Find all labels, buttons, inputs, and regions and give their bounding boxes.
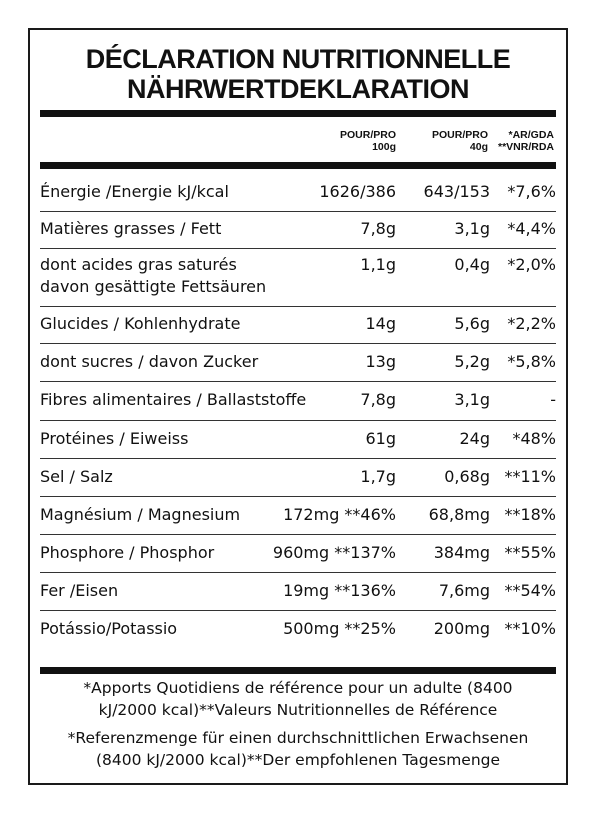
row-value-reference: *4,4%: [507, 219, 556, 238]
row-label-line2: davon gesättigte Fettsäuren: [40, 277, 267, 296]
row-value-per-40g: 0,4g: [454, 255, 490, 274]
row-divider: [40, 572, 556, 573]
row-value-reference: *7,6%: [507, 182, 556, 201]
header-reference: [498, 129, 554, 153]
footer-divider: [40, 667, 556, 674]
row-value-per-40g: 0,68g: [444, 467, 490, 486]
header-per-100g-line1: POUR/PRO: [339, 129, 396, 141]
row-value-reference: **18%: [504, 505, 556, 524]
row-value-per-100g: 13g: [365, 352, 396, 371]
row-label: Potássio/Potassio: [40, 619, 178, 638]
row-label: Protéines / Eiweiss: [40, 429, 189, 448]
row-value-per-100g: 172mg **46%: [283, 505, 396, 524]
header-divider: [40, 162, 556, 169]
row-value-per-100g: 1626/386: [319, 182, 396, 201]
row-label: Magnésium / Magnesium: [40, 505, 241, 524]
header-per-100g-line2: 100g: [372, 141, 396, 153]
row-label: Matières grasses / Fett: [40, 219, 222, 238]
title-fr: DÉCLARATION NUTRITIONNELLE: [85, 44, 511, 74]
row-value-per-100g: 960mg **137%: [272, 543, 396, 562]
row-divider: [40, 306, 556, 307]
row-value-per-40g: 3,1g: [454, 219, 490, 238]
row-value-per-100g: 1,1g: [360, 255, 396, 274]
row-label: Sel / Salz: [40, 467, 113, 486]
row-divider: [40, 610, 556, 611]
row-value-reference: **55%: [504, 543, 556, 562]
footnote-de-line1: *Referenzmenge für einen durchschnittlichen Erwachsenen: [67, 729, 529, 747]
row-value-reference: *2,2%: [507, 314, 556, 333]
row-divider: [40, 458, 556, 459]
row-label: Énergie /Energie kJ/kcal: [40, 182, 229, 201]
row-value-per-100g: 7,8g: [360, 390, 396, 409]
row-value-per-100g: 1,7g: [360, 467, 396, 486]
footnote-fr-line2: kJ/2000 kcal)**Valeurs Nutritionnelles de Référence: [98, 701, 498, 719]
row-divider: [40, 534, 556, 535]
row-value-reference: *5,8%: [507, 352, 556, 371]
row-label: dont sucres / davon Zucker: [40, 352, 259, 371]
footnote-de: [40, 727, 556, 771]
header-per-40g-line1: POUR/PRO: [431, 129, 488, 141]
row-value-per-100g: 61g: [365, 429, 396, 448]
row-value-per-40g: 68,8mg: [428, 505, 490, 524]
row-label: Fer /Eisen: [40, 581, 119, 600]
row-divider: [40, 248, 556, 249]
row-value-reference: **11%: [504, 467, 556, 486]
row-value-reference: *48%: [512, 429, 556, 448]
row-value-per-40g: 5,2g: [454, 352, 490, 371]
header-per-40g-line2: 40g: [469, 141, 488, 153]
row-value-reference: *2,0%: [507, 255, 556, 274]
row-label: Fibres alimentaires / Ballaststoffe: [40, 390, 307, 409]
nutrition-panel: [28, 28, 568, 785]
row-value-per-100g: 7,8g: [360, 219, 396, 238]
footnote-fr-line1: *Apports Quotidiens de référence pour un adulte (8400: [83, 679, 513, 697]
row-label: dont acides gras saturés: [40, 255, 237, 274]
row-value-reference: -: [550, 390, 556, 409]
title-divider: [40, 110, 556, 117]
row-divider: [40, 211, 556, 212]
footnote-de-line2: (8400 kJ/2000 kcal)**Der empfohlenen Tagesmenge: [95, 751, 501, 769]
row-divider: [40, 496, 556, 497]
row-value-per-40g: 7,6mg: [438, 581, 490, 600]
row-value-per-100g: 19mg **136%: [283, 581, 396, 600]
row-value-per-40g: 24g: [459, 429, 490, 448]
row-value-reference: **10%: [504, 619, 556, 638]
row-value-per-40g: 384mg: [433, 543, 490, 562]
row-divider: [40, 420, 556, 421]
row-divider: [40, 343, 556, 344]
row-value-per-40g: 5,6g: [454, 314, 490, 333]
title-de: NÄHRWERTDEKLARATION: [127, 74, 469, 104]
row-value-per-40g: 643/153: [423, 182, 490, 201]
row-value-per-40g: 3,1g: [454, 390, 490, 409]
footnote-fr: [40, 677, 556, 721]
header-reference-line1: *AR/GDA: [508, 129, 554, 141]
row-value-reference: **54%: [504, 581, 556, 600]
row-label: Phosphore / Phosphor: [40, 543, 215, 562]
header-per-40g: [432, 129, 488, 153]
header-per-100g: [340, 129, 396, 153]
row-divider: [40, 381, 556, 382]
row-value-per-40g: 200mg: [433, 619, 490, 638]
row-value-per-100g: 500mg **25%: [283, 619, 396, 638]
header-reference-line2: **VNR/RDA: [497, 141, 554, 153]
row-label: Glucides / Kohlenhydrate: [40, 314, 241, 333]
row-value-per-100g: 14g: [365, 314, 396, 333]
